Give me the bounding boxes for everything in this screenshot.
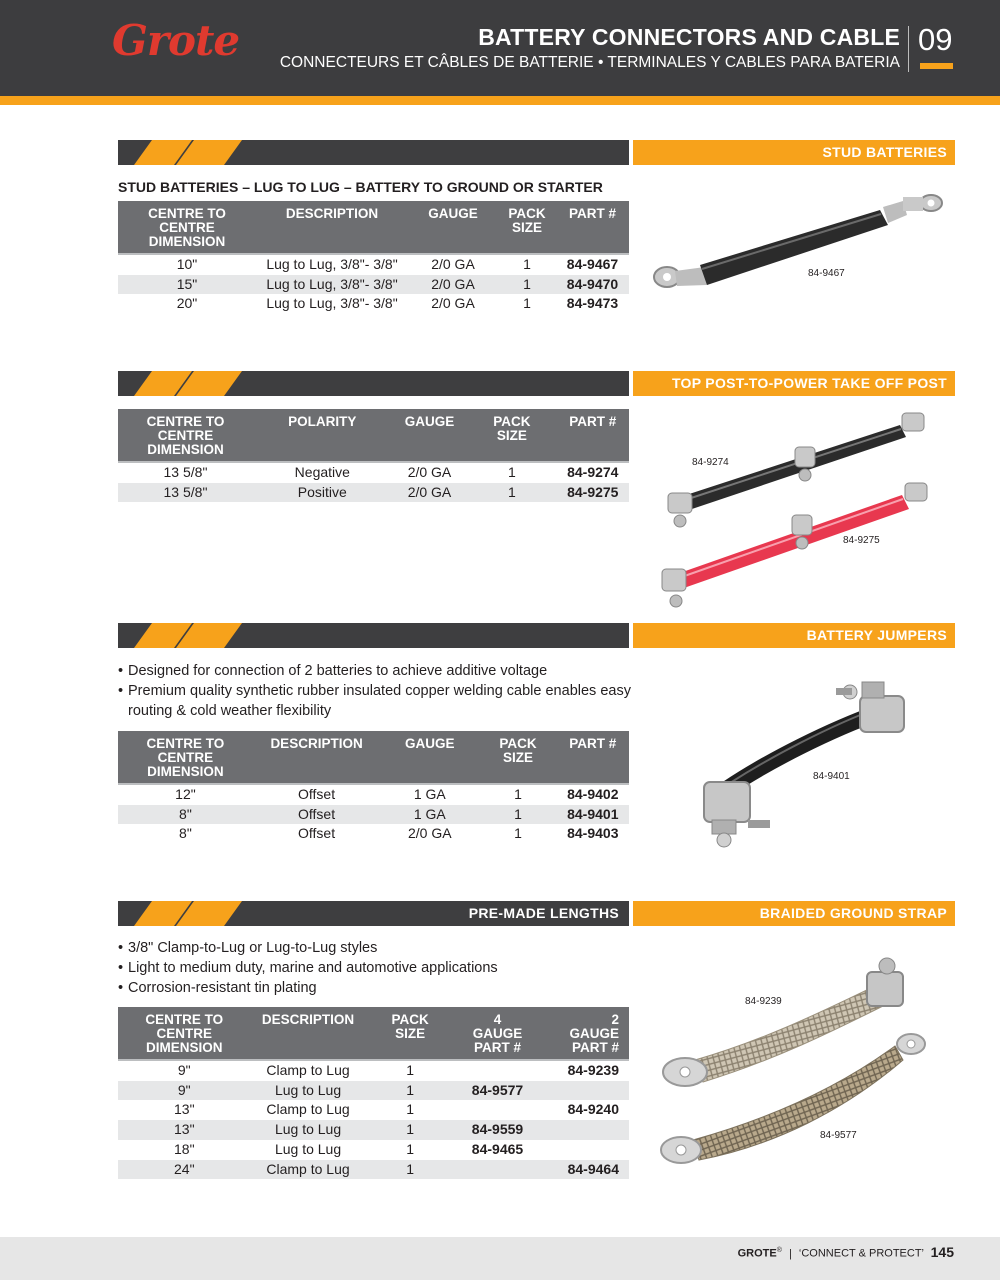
cell-gauge: 1 GA bbox=[380, 784, 479, 805]
footer-slogan: ‘CONNECT & PROTECT’ bbox=[798, 1247, 924, 1260]
cell-description: Lug to Lug, 3/8"- 3/8" bbox=[256, 294, 408, 314]
battery-jumper-image bbox=[690, 670, 930, 860]
section-bar-premade bbox=[118, 901, 629, 926]
jumpers-table bbox=[118, 731, 629, 844]
table-row bbox=[118, 1160, 629, 1180]
cell-dimension: 24" bbox=[118, 1160, 251, 1180]
cell-description: Lug to Lug bbox=[251, 1140, 366, 1160]
cell-description: Lug to Lug bbox=[251, 1081, 366, 1101]
cell-part-2ga: 84-9240 bbox=[540, 1100, 629, 1120]
cell-pack: 1 bbox=[467, 462, 556, 483]
cell-description: Lug to Lug, 3/8"- 3/8" bbox=[256, 275, 408, 295]
col-header: CENTRE TO CENTRE DIMENSION bbox=[118, 731, 253, 784]
cell-pack: 1 bbox=[366, 1160, 455, 1180]
table-header-row bbox=[118, 1007, 629, 1060]
cell-description: Offset bbox=[253, 824, 380, 844]
table-row bbox=[118, 805, 629, 825]
list-item: • Designed for connection of 2 batteries to achieve additive voltage bbox=[118, 662, 633, 682]
cell-dimension: 13 5/8" bbox=[118, 462, 253, 483]
image-label: 84-9274 bbox=[692, 457, 729, 468]
cell-dimension: 8" bbox=[118, 824, 253, 844]
cell-part: 84-9473 bbox=[556, 294, 629, 314]
chapter-divider bbox=[908, 26, 909, 72]
cell-dimension: 9" bbox=[118, 1081, 251, 1101]
list-item: • Premium quality synthetic rubber insulated copper welding cable enables easy routing & cold weather flexibility bbox=[118, 682, 633, 722]
cell-part: 84-9470 bbox=[556, 275, 629, 295]
page-subtitle: CONNECTEURS ET CÂBLES DE BATTERIE • TERMINALES Y CABLES PARA BATERIA bbox=[279, 54, 900, 71]
cell-gauge: 2/0 GA bbox=[408, 254, 498, 275]
table-row bbox=[118, 1140, 629, 1160]
cell-part-4ga: 84-9559 bbox=[455, 1120, 540, 1140]
col-header: PACK SIZE bbox=[366, 1007, 455, 1060]
cell-part-2ga: 84-9239 bbox=[540, 1060, 629, 1081]
top-post-cables-image bbox=[650, 405, 950, 615]
table-row bbox=[118, 1120, 629, 1140]
section-bar-stud bbox=[118, 140, 629, 165]
section-title: PRE-MADE LENGTHS bbox=[468, 905, 619, 921]
section-label-jumpers bbox=[633, 623, 955, 648]
chapter-underline bbox=[920, 63, 953, 69]
page-footer bbox=[0, 1237, 1000, 1280]
cell-part-2ga bbox=[540, 1140, 629, 1160]
cell-part-4ga bbox=[455, 1060, 540, 1081]
cell-dimension: 10" bbox=[118, 254, 256, 275]
table-row bbox=[118, 294, 629, 314]
section-label-toppost bbox=[633, 371, 955, 396]
cell-pack: 1 bbox=[479, 805, 556, 825]
cell-description: Clamp to Lug bbox=[251, 1100, 366, 1120]
list-item: • Light to medium duty, marine and automotive applications bbox=[118, 959, 633, 979]
table-row bbox=[118, 1100, 629, 1120]
table-row bbox=[118, 462, 629, 483]
cell-pack: 1 bbox=[479, 784, 556, 805]
cell-description: Offset bbox=[253, 805, 380, 825]
col-header: PART # bbox=[557, 731, 629, 784]
cell-part: 84-9403 bbox=[557, 824, 629, 844]
table-row bbox=[118, 275, 629, 295]
cell-gauge: 1 GA bbox=[380, 805, 479, 825]
cell-dimension: 18" bbox=[118, 1140, 251, 1160]
image-label: 84-9577 bbox=[820, 1130, 857, 1141]
cell-dimension: 13" bbox=[118, 1120, 251, 1140]
cell-description: Lug to Lug bbox=[251, 1120, 366, 1140]
cell-gauge: 2/0 GA bbox=[408, 275, 498, 295]
cell-part: 84-9467 bbox=[556, 254, 629, 275]
jumpers-bullets bbox=[118, 662, 633, 721]
cell-pack: 1 bbox=[366, 1140, 455, 1160]
cell-gauge: 2/0 GA bbox=[380, 824, 479, 844]
grote-logo bbox=[112, 16, 239, 65]
col-header: GAUGE bbox=[408, 201, 498, 254]
cell-pack: 1 bbox=[498, 254, 556, 275]
col-header: CENTRE TO CENTRE DIMENSION bbox=[118, 1007, 251, 1060]
braided-strap-image bbox=[655, 950, 955, 1190]
section-label-stud bbox=[633, 140, 955, 165]
section-title: BRAIDED GROUND STRAP bbox=[759, 905, 947, 921]
logo-text: Grote bbox=[112, 16, 240, 65]
page-number: 145 bbox=[930, 1244, 954, 1260]
cell-pack: 1 bbox=[498, 294, 556, 314]
cell-dimension: 15" bbox=[118, 275, 256, 295]
chapter-number: 09 bbox=[918, 22, 953, 57]
cell-polarity: Positive bbox=[253, 483, 392, 503]
toppost-table bbox=[118, 409, 629, 502]
cell-dimension: 20" bbox=[118, 294, 256, 314]
section-title: STUD BATTERIES bbox=[822, 144, 947, 160]
cell-dimension: 13 5/8" bbox=[118, 483, 253, 503]
cell-part-2ga bbox=[540, 1081, 629, 1101]
col-header: PART # bbox=[557, 409, 629, 462]
col-header: DESCRIPTION bbox=[253, 731, 380, 784]
page-title: BATTERY CONNECTORS AND CABLE bbox=[478, 24, 900, 50]
stud-heading: STUD BATTERIES – LUG TO LUG – BATTERY TO GROUND OR STARTER bbox=[118, 179, 603, 195]
cell-part-4ga: 84-9577 bbox=[455, 1081, 540, 1101]
image-label: 84-9239 bbox=[745, 996, 782, 1007]
image-label: 84-9275 bbox=[843, 535, 880, 546]
col-header: GAUGE bbox=[380, 731, 479, 784]
premade-bullets bbox=[118, 939, 633, 998]
col-header: POLARITY bbox=[253, 409, 392, 462]
table-row bbox=[118, 1060, 629, 1081]
registered-mark: ® bbox=[776, 1247, 782, 1254]
cell-dimension: 9" bbox=[118, 1060, 251, 1081]
footer-tagline bbox=[738, 1247, 924, 1260]
cell-description: Clamp to Lug bbox=[251, 1060, 366, 1081]
stud-cable-image bbox=[645, 185, 955, 315]
table-row bbox=[118, 1081, 629, 1101]
footer-separator: | bbox=[788, 1247, 792, 1260]
section-title: TOP POST-TO-POWER TAKE OFF POST bbox=[671, 375, 947, 391]
table-header-row bbox=[118, 409, 629, 462]
section-title: BATTERY JUMPERS bbox=[806, 627, 947, 643]
premade-table bbox=[118, 1007, 629, 1179]
cell-gauge: 2/0 GA bbox=[392, 462, 468, 483]
cell-dimension: 8" bbox=[118, 805, 253, 825]
col-header: CENTRE TO CENTRE DIMENSION bbox=[118, 201, 256, 254]
cell-gauge: 2/0 GA bbox=[392, 483, 468, 503]
cell-part-4ga: 84-9465 bbox=[455, 1140, 540, 1160]
cell-gauge: 2/0 GA bbox=[408, 294, 498, 314]
table-header-row bbox=[118, 201, 629, 254]
section-bar-toppost bbox=[118, 371, 629, 396]
header-accent-bar bbox=[0, 96, 1000, 105]
col-header: PACK SIZE bbox=[467, 409, 556, 462]
cell-pack: 1 bbox=[479, 824, 556, 844]
cell-description: Offset bbox=[253, 784, 380, 805]
cell-pack: 1 bbox=[366, 1081, 455, 1101]
cell-pack: 1 bbox=[467, 483, 556, 503]
col-header: GAUGE bbox=[392, 409, 468, 462]
stud-table bbox=[118, 201, 629, 314]
col-header: PACK SIZE bbox=[479, 731, 556, 784]
col-header: DESCRIPTION bbox=[256, 201, 408, 254]
image-label: 84-9467 bbox=[808, 268, 845, 279]
cell-description: Lug to Lug, 3/8"- 3/8" bbox=[256, 254, 408, 275]
col-header: 2 GAUGE PART # bbox=[540, 1007, 629, 1060]
cell-pack: 1 bbox=[366, 1100, 455, 1120]
col-header: DESCRIPTION bbox=[251, 1007, 366, 1060]
list-item: • Corrosion-resistant tin plating bbox=[118, 979, 633, 999]
table-row bbox=[118, 784, 629, 805]
cell-description: Clamp to Lug bbox=[251, 1160, 366, 1180]
cell-dimension: 12" bbox=[118, 784, 253, 805]
cell-part-4ga bbox=[455, 1100, 540, 1120]
section-label-braided bbox=[633, 901, 955, 926]
cell-dimension: 13" bbox=[118, 1100, 251, 1120]
col-header: PACK SIZE bbox=[498, 201, 556, 254]
cell-part: 84-9402 bbox=[557, 784, 629, 805]
cell-part-2ga: 84-9464 bbox=[540, 1160, 629, 1180]
cell-pack: 1 bbox=[366, 1120, 455, 1140]
table-row bbox=[118, 483, 629, 503]
cell-polarity: Negative bbox=[253, 462, 392, 483]
table-row bbox=[118, 824, 629, 844]
section-bar-jumpers bbox=[118, 623, 629, 648]
cell-part: 84-9274 bbox=[557, 462, 629, 483]
cell-part: 84-9401 bbox=[557, 805, 629, 825]
table-header-row bbox=[118, 731, 629, 784]
footer-brand: GROTE bbox=[737, 1247, 777, 1260]
col-header: CENTRE TO CENTRE DIMENSION bbox=[118, 409, 253, 462]
cell-part: 84-9275 bbox=[557, 483, 629, 503]
cell-pack: 1 bbox=[366, 1060, 455, 1081]
table-row bbox=[118, 254, 629, 275]
list-item: • 3/8" Clamp-to-Lug or Lug-to-Lug styles bbox=[118, 939, 633, 959]
col-header: 4 GAUGE PART # bbox=[455, 1007, 540, 1060]
cell-part-2ga bbox=[540, 1120, 629, 1140]
cell-part-4ga bbox=[455, 1160, 540, 1180]
col-header: PART # bbox=[556, 201, 629, 254]
cell-pack: 1 bbox=[498, 275, 556, 295]
image-label: 84-9401 bbox=[813, 771, 850, 782]
